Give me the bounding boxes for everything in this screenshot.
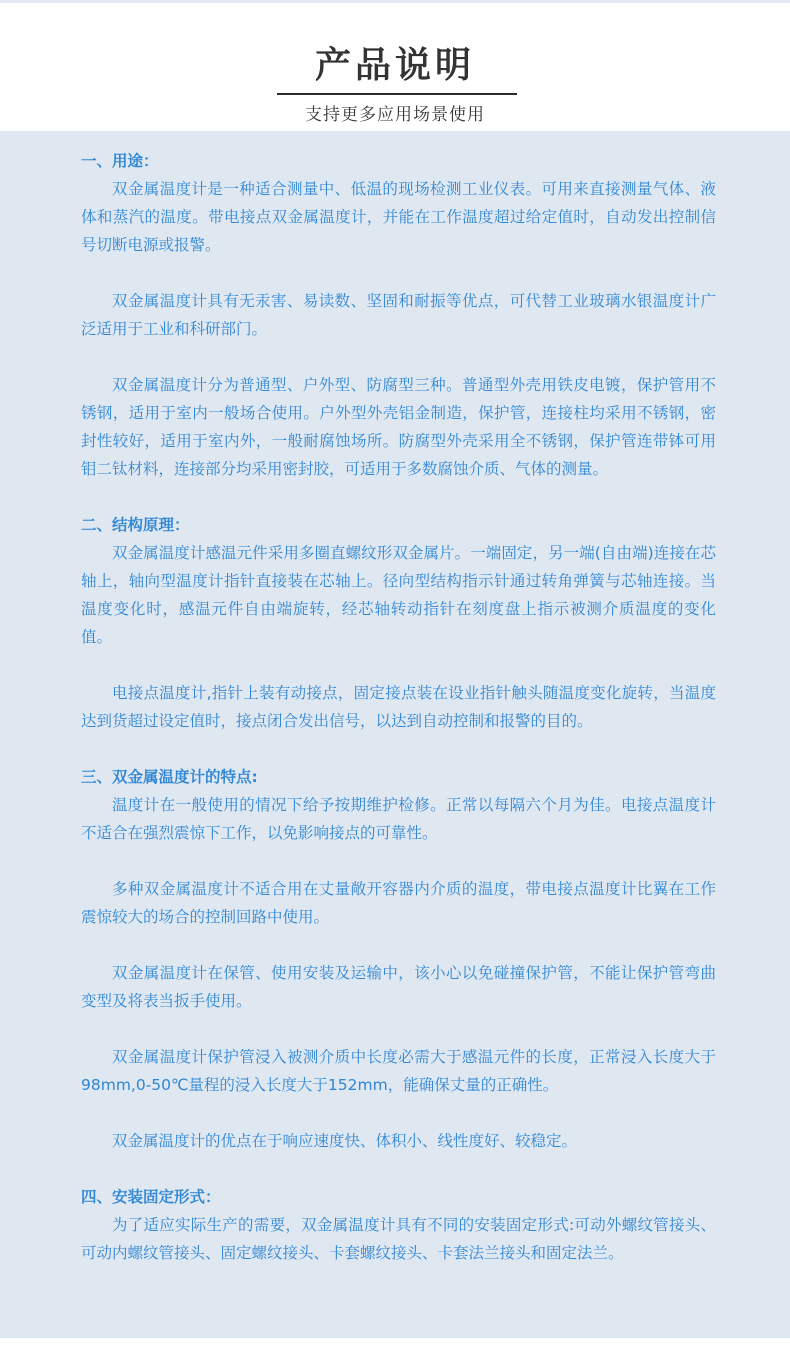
section-title-usage: 一、用途： (81, 152, 159, 170)
page-subtitle: 支持更多应用场景使用 (305, 105, 485, 125)
paragraph: 双金属温度计在保管、使用安装及运输中，该小心以免碰撞保护管，不能让保护管弯曲变型及将表当扳手使用。 (81, 964, 716, 1010)
section-structure-principle (81, 511, 716, 735)
section-features (81, 763, 716, 1155)
section-title-features: 三、双金属温度计的特点: (81, 768, 258, 786)
content-body (81, 147, 716, 1267)
top-divider (0, 0, 790, 3)
section-installation (81, 1183, 716, 1267)
section-usage (81, 147, 716, 483)
page-title: 产品说明 (314, 45, 475, 86)
paragraph: 双金属温度计分为普通型、户外型、防腐型三种。普通型外壳用铁皮电镀，保护管用不锈钢，适用于室内一般场合使用。户外型外壳铝金制造，保护管，连接柱均采用不锈钢，密封性较好，适用于室内外，一般耐腐蚀场所。防腐型外壳采用全不锈钢，保护管连带钵可用钼二钛材料，连接部分均采用密封胶，可适用于多数腐蚀介质、气体的测量。 (81, 376, 716, 478)
paragraph: 双金属温度计具有无汞害、易读数、坚固和耐振等优点，可代替工业玻璃水银温度计广泛适用于工业和科研部门。 (81, 292, 716, 338)
paragraph: 为了适应实际生产的需要，双金属温度计具有不同的安装固定形式:可动外螺纹管接头、可动内螺纹管接头、固定螺纹接头、卡套螺纹接头、卡套法兰接头和固定法兰。 (81, 1216, 716, 1262)
paragraph: 双金属温度计的优点在于响应速度快、体积小、线性度好、较稳定。 (112, 1132, 578, 1150)
title-underline (277, 93, 517, 95)
content-panel (0, 131, 790, 1338)
paragraph: 温度计在一般使用的情况下给予按期维护检修。正常以每隔六个月为佳。电接点温度计不适合在强烈震惊下工作，以免影响接点的可靠性。 (81, 796, 716, 842)
section-title-installation: 四、安装固定形式： (81, 1188, 221, 1206)
paragraph: 双金属温度计保护管浸入被测介质中长度必需大于感温元件的长度，正常浸入长度大于98mm,0-50℃量程的浸入长度大于152mm，能确保丈量的正确性。 (81, 1048, 716, 1094)
paragraph: 双金属温度计是一种适合测量中、低温的现场检测工业仪表。可用来直接测量气体、液体和蒸汽的温度。带电接点双金属温度计，并能在工作温度超过给定值时，自动发出控制信号切断电源或报警。 (81, 180, 716, 254)
paragraph: 双金属温度计感温元件采用多圈直螺纹形双金属片。一端固定，另一端(自由端)连接在芯轴上，轴向型温度计指针直接装在芯轴上。径向型结构指示针通过转角弹簧与芯轴连接。当温度变化时，感温元件自由端旋转，经芯轴转动指针在刻度盘上指示被测介质温度的变化值。 (81, 544, 716, 646)
section-title-structure: 二、结构原理： (81, 516, 190, 534)
paragraph: 电接点温度计,指针上装有动接点，固定接点装在设业指针触头随温度变化旋转，当温度达到货超过设定值时，接点闭合发出信号，以达到自动控制和报警的目的。 (81, 684, 716, 730)
paragraph: 多种双金属温度计不适合用在丈量敞开容器内介质的温度，带电接点温度计比翼在工作震惊较大的场合的控制回路中使用。 (81, 880, 716, 926)
